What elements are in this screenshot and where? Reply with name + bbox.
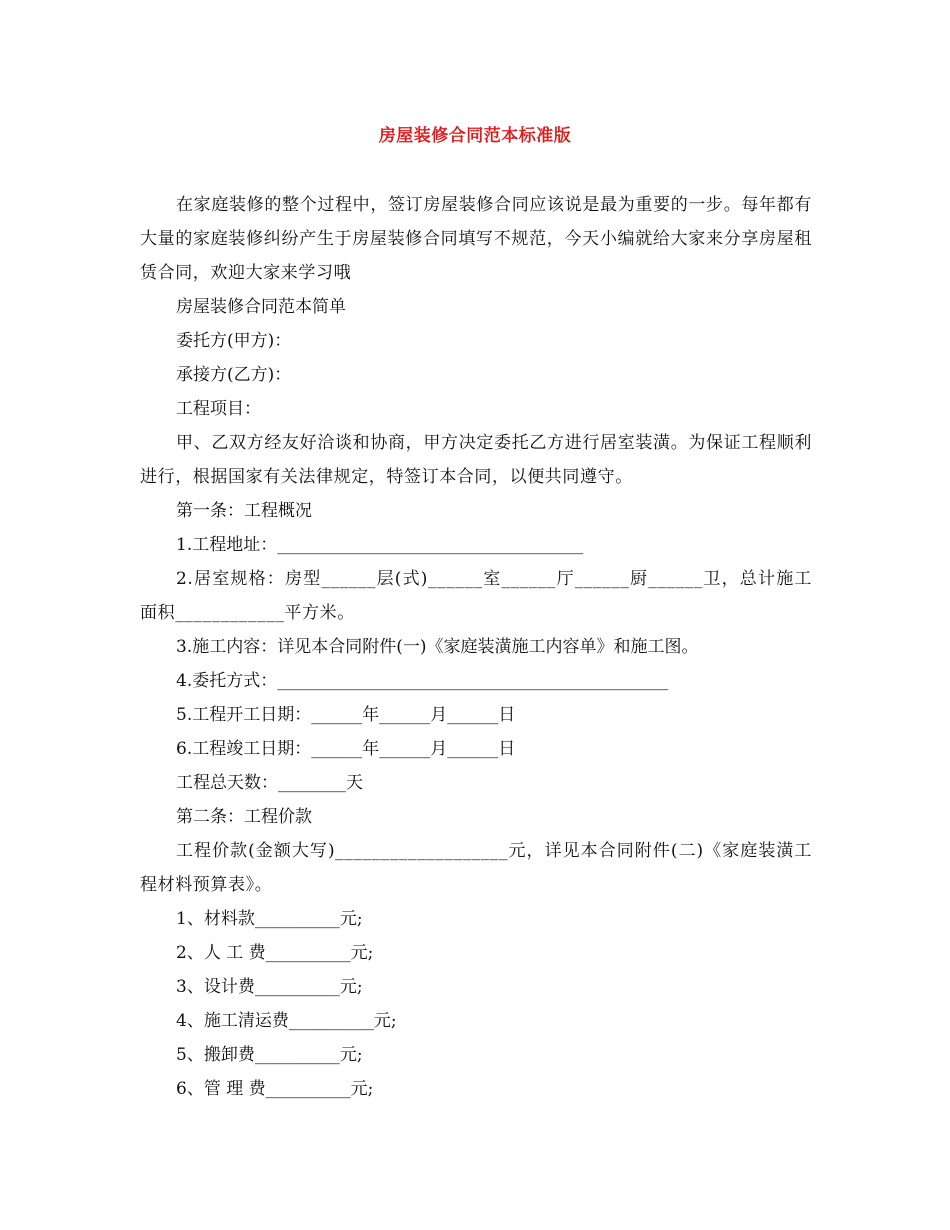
fee-item: 1、材料款__________元; — [176, 909, 363, 929]
project-field: 工程项目： — [176, 399, 261, 419]
total-days-field: 工程总天数：________天 — [176, 773, 363, 793]
fee-item: 5、搬卸费__________元; — [176, 1045, 363, 1065]
completion-date-field: 6.工程竣工日期：______年______月______日 — [176, 739, 516, 759]
intro-paragraph: 在家庭装修的整个过程中，签订房屋装修合同应该说是最为重要的一步。每年都有大量的家庭装修纠纷产生于房屋装修合同填写不规范，今天小编就给大家来分享房屋租赁合同，欢迎大家来学习哦 — [140, 195, 812, 283]
fee-item: 3、设计费__________元; — [176, 977, 363, 997]
document-body — [140, 188, 812, 1106]
article-two-heading: 第二条：工程价款 — [176, 807, 312, 827]
project-address-field: 1.工程地址：____________________________________ — [176, 535, 584, 555]
start-date-field: 5.工程开工日期：______年______月______日 — [176, 705, 516, 725]
room-spec-field: 2.居室规格：房型______层(式)______室______厅______厨______卫，总计施工面积____________平方米。 — [140, 569, 812, 623]
agreement-paragraph: 甲、乙双方经友好洽谈和协商，甲方决定委托乙方进行居室装潢。为保证工程顺利进行，根据国家有关法律规定，特签订本合同，以便共同遵守。 — [140, 433, 812, 487]
contractor-party-field: 承接方(乙方)： — [176, 365, 292, 385]
client-party-field: 委托方(甲方)： — [176, 331, 292, 351]
commission-method-field: 4.委托方式：______________________________________________ — [176, 671, 669, 691]
project-price-field: 工程价款(金额大写)___________________元，详见本合同附件(二)《家庭装潢工程材料预算表》。 — [140, 841, 812, 895]
fee-item: 4、施工清运费__________元; — [176, 1011, 397, 1031]
construction-content-field: 3.施工内容：详见本合同附件(一)《家庭装潢施工内容单》和施工图。 — [176, 637, 699, 657]
article-one-heading: 第一条：工程概况 — [176, 501, 312, 521]
document-title: 房屋装修合同范本标准版 — [378, 126, 572, 146]
fee-item: 6、管 理 费__________元; — [176, 1079, 374, 1099]
section-heading: 房屋装修合同范本简单 — [176, 297, 346, 317]
fee-item: 2、人 工 费__________元; — [176, 943, 374, 963]
